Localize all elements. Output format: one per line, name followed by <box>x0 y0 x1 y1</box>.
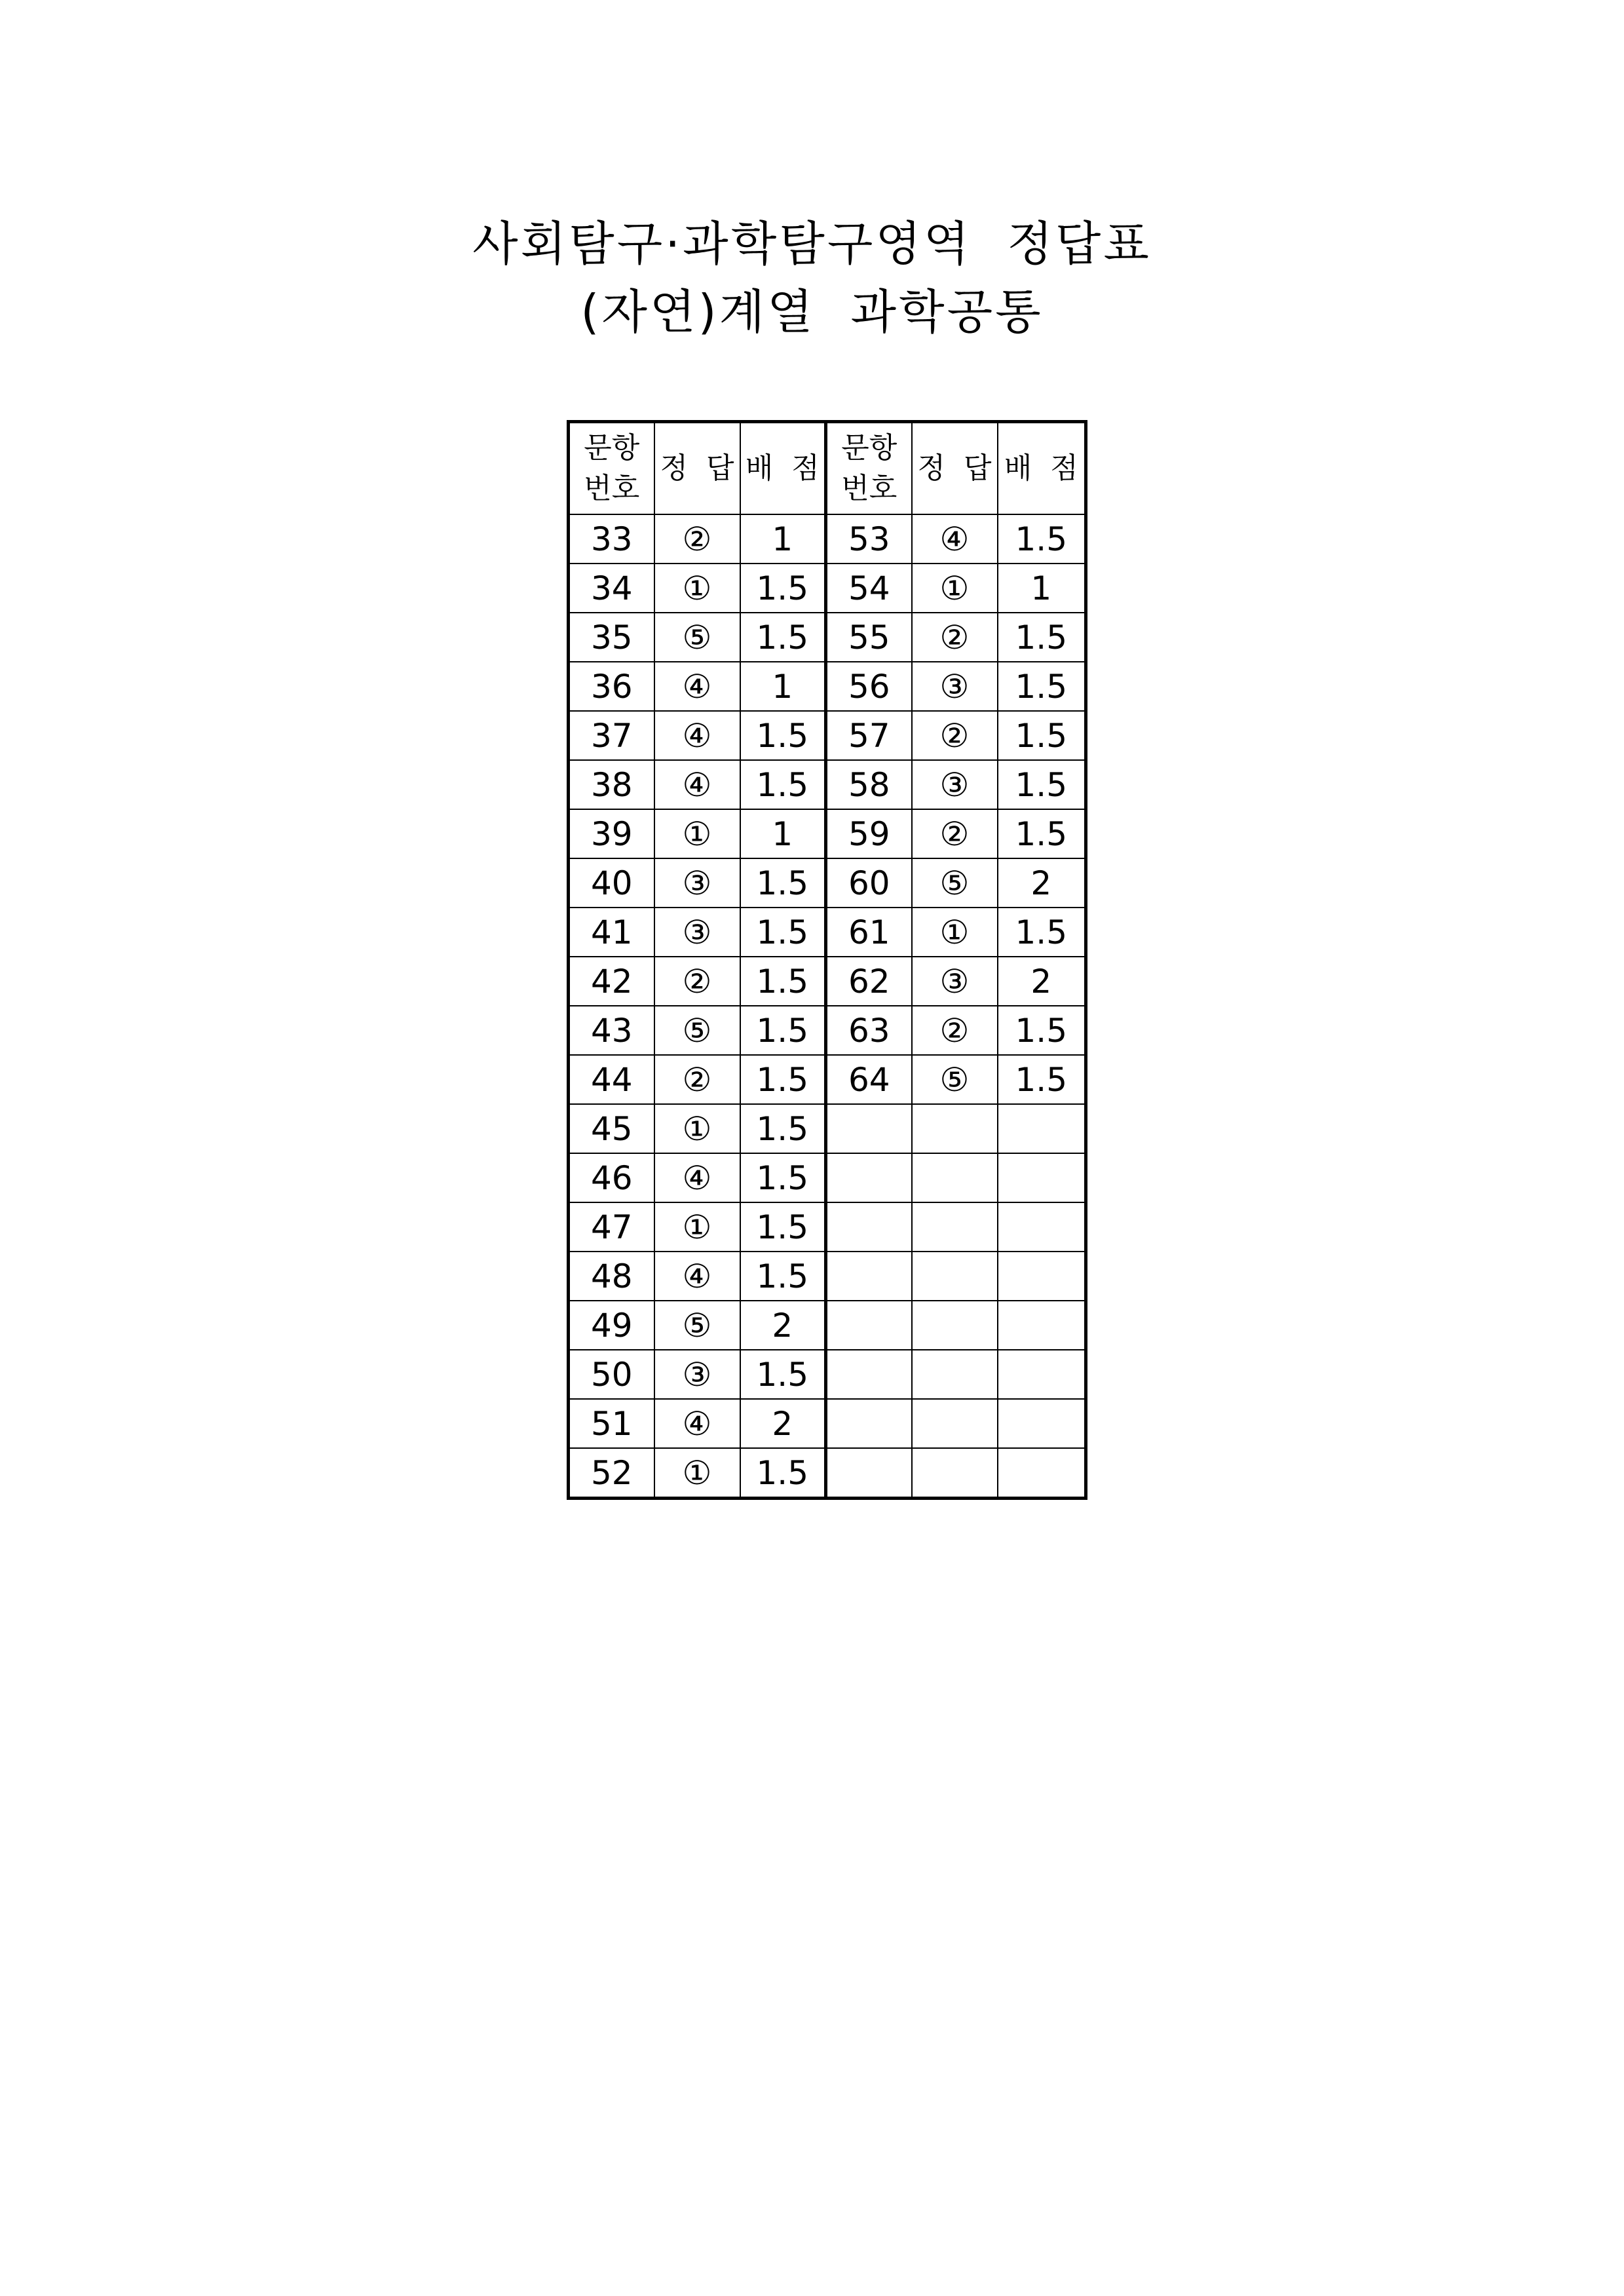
table-row <box>569 908 1086 957</box>
points-cell: 1.5 <box>740 1104 826 1153</box>
header-number-line2: 번호 <box>841 472 897 505</box>
header-answer-left: 정 답 <box>654 422 740 515</box>
question-number-cell: 35 <box>569 613 654 662</box>
question-number-cell: 34 <box>569 564 654 613</box>
answer-cell: ⑤ <box>654 613 740 662</box>
points-cell: 2 <box>740 1399 826 1448</box>
points-cell: 1.5 <box>740 1350 826 1399</box>
answer-cell: ② <box>912 711 998 760</box>
points-cell: 1.5 <box>998 711 1086 760</box>
question-number-cell <box>826 1202 912 1252</box>
answer-cell: ① <box>912 564 998 613</box>
header-question-number-right <box>826 422 912 515</box>
question-number-cell: 45 <box>569 1104 654 1153</box>
question-number-cell: 55 <box>826 613 912 662</box>
points-cell: 1.5 <box>740 1055 826 1104</box>
points-cell: 1.5 <box>998 613 1086 662</box>
question-number-cell: 56 <box>826 662 912 711</box>
question-number-cell: 51 <box>569 1399 654 1448</box>
answer-cell: ④ <box>654 1252 740 1301</box>
points-cell <box>998 1104 1086 1153</box>
answer-cell: ① <box>912 908 998 957</box>
question-number-cell <box>826 1350 912 1399</box>
points-cell: 1.5 <box>740 1202 826 1252</box>
points-cell: 1.5 <box>740 1252 826 1301</box>
question-number-cell: 44 <box>569 1055 654 1104</box>
points-cell: 1.5 <box>740 957 826 1006</box>
answer-cell: ① <box>654 564 740 613</box>
points-cell: 1 <box>740 514 826 564</box>
answer-cell: ① <box>654 1202 740 1252</box>
question-number-cell: 37 <box>569 711 654 760</box>
answer-cell: ④ <box>654 711 740 760</box>
answer-cell <box>912 1448 998 1499</box>
table-row <box>569 514 1086 564</box>
answer-cell: ② <box>912 1006 998 1055</box>
question-number-cell: 59 <box>826 809 912 858</box>
points-cell: 1.5 <box>740 613 826 662</box>
answer-cell: ⑤ <box>912 1055 998 1104</box>
header-number-line2: 번호 <box>584 472 640 505</box>
points-cell: 1 <box>998 564 1086 613</box>
table-row <box>569 760 1086 809</box>
table-row <box>569 613 1086 662</box>
table-row <box>569 1448 1086 1499</box>
question-number-cell: 33 <box>569 514 654 564</box>
question-number-cell: 53 <box>826 514 912 564</box>
question-number-cell: 60 <box>826 858 912 908</box>
points-cell: 1.5 <box>998 662 1086 711</box>
question-number-cell: 49 <box>569 1301 654 1350</box>
answer-cell: ② <box>912 613 998 662</box>
points-cell <box>998 1301 1086 1350</box>
question-number-cell <box>826 1399 912 1448</box>
answer-cell: ③ <box>912 662 998 711</box>
points-cell <box>998 1350 1086 1399</box>
points-cell: 1 <box>740 662 826 711</box>
header-row <box>569 422 1086 515</box>
question-number-cell <box>826 1448 912 1499</box>
answer-cell: ③ <box>912 760 998 809</box>
question-number-cell: 54 <box>826 564 912 613</box>
question-number-cell: 63 <box>826 1006 912 1055</box>
answer-cell: ④ <box>654 760 740 809</box>
points-cell: 1.5 <box>740 908 826 957</box>
table-row <box>569 1399 1086 1448</box>
answer-cell: ③ <box>912 957 998 1006</box>
answer-cell: ① <box>654 1104 740 1153</box>
answer-cell: ② <box>654 1055 740 1104</box>
points-cell: 1 <box>740 809 826 858</box>
table-row <box>569 809 1086 858</box>
question-number-cell: 48 <box>569 1252 654 1301</box>
answer-cell: ④ <box>912 514 998 564</box>
points-cell: 1.5 <box>998 760 1086 809</box>
question-number-cell: 58 <box>826 760 912 809</box>
question-number-cell: 40 <box>569 858 654 908</box>
question-number-cell: 42 <box>569 957 654 1006</box>
title-line-1: 사회탐구·과학탐구영역 정답표 <box>472 216 1152 271</box>
table-row <box>569 1252 1086 1301</box>
question-number-cell: 50 <box>569 1350 654 1399</box>
points-cell <box>998 1399 1086 1448</box>
question-number-cell <box>826 1104 912 1153</box>
points-cell <box>998 1153 1086 1202</box>
table-row <box>569 1006 1086 1055</box>
header-points-left: 배 점 <box>740 422 826 515</box>
answer-cell <box>912 1301 998 1350</box>
points-cell: 1.5 <box>998 908 1086 957</box>
answer-cell <box>912 1202 998 1252</box>
table-row <box>569 564 1086 613</box>
answer-cell: ① <box>654 1448 740 1499</box>
points-cell: 2 <box>740 1301 826 1350</box>
answer-cell <box>912 1153 998 1202</box>
table-row <box>569 711 1086 760</box>
question-number-cell: 46 <box>569 1153 654 1202</box>
table-row <box>569 1153 1086 1202</box>
points-cell: 1.5 <box>740 564 826 613</box>
document-title <box>0 210 1624 346</box>
answer-cell: ⑤ <box>654 1301 740 1350</box>
points-cell: 1.5 <box>998 1006 1086 1055</box>
question-number-cell <box>826 1153 912 1202</box>
table-row <box>569 1202 1086 1252</box>
question-number-cell: 64 <box>826 1055 912 1104</box>
answer-cell: ⑤ <box>654 1006 740 1055</box>
title-line-2: (자연)계열 과학공통 <box>580 284 1044 339</box>
answer-key-table <box>567 420 1087 1500</box>
points-cell: 1.5 <box>740 1448 826 1499</box>
table-row <box>569 858 1086 908</box>
header-question-number-left <box>569 422 654 515</box>
answer-cell: ② <box>654 957 740 1006</box>
points-cell <box>998 1202 1086 1252</box>
header-number-line1: 문항 <box>584 431 640 465</box>
table-row <box>569 1055 1086 1104</box>
header-points-right: 배 점 <box>998 422 1086 515</box>
points-cell: 1.5 <box>740 711 826 760</box>
answer-cell: ② <box>912 809 998 858</box>
points-cell: 1.5 <box>740 858 826 908</box>
question-number-cell: 38 <box>569 760 654 809</box>
points-cell: 1.5 <box>998 514 1086 564</box>
answer-cell: ④ <box>654 1399 740 1448</box>
answer-cell <box>912 1104 998 1153</box>
table-row <box>569 1104 1086 1153</box>
table-row <box>569 1301 1086 1350</box>
question-number-cell: 39 <box>569 809 654 858</box>
header-answer-right: 정 답 <box>912 422 998 515</box>
question-number-cell <box>826 1252 912 1301</box>
points-cell: 1.5 <box>998 1055 1086 1104</box>
table-row <box>569 1350 1086 1399</box>
points-cell: 1.5 <box>740 1006 826 1055</box>
answer-cell: ④ <box>654 1153 740 1202</box>
answer-cell: ② <box>654 514 740 564</box>
answer-cell <box>912 1399 998 1448</box>
question-number-cell: 41 <box>569 908 654 957</box>
question-number-cell <box>826 1301 912 1350</box>
answer-cell: ③ <box>654 1350 740 1399</box>
table-row <box>569 957 1086 1006</box>
answer-cell: ⑤ <box>912 858 998 908</box>
question-number-cell: 43 <box>569 1006 654 1055</box>
header-number-line1: 문항 <box>841 431 897 465</box>
question-number-cell: 57 <box>826 711 912 760</box>
points-cell: 1.5 <box>740 760 826 809</box>
question-number-cell: 36 <box>569 662 654 711</box>
answer-cell: ④ <box>654 662 740 711</box>
points-cell: 2 <box>998 957 1086 1006</box>
question-number-cell: 47 <box>569 1202 654 1252</box>
question-number-cell: 52 <box>569 1448 654 1499</box>
answer-cell <box>912 1350 998 1399</box>
answer-cell <box>912 1252 998 1301</box>
answer-cell: ③ <box>654 858 740 908</box>
points-cell: 2 <box>998 858 1086 908</box>
points-cell <box>998 1448 1086 1499</box>
question-number-cell: 61 <box>826 908 912 957</box>
points-cell <box>998 1252 1086 1301</box>
table-row <box>569 662 1086 711</box>
answer-cell: ① <box>654 809 740 858</box>
points-cell: 1.5 <box>740 1153 826 1202</box>
answer-cell: ③ <box>654 908 740 957</box>
points-cell: 1.5 <box>998 809 1086 858</box>
question-number-cell: 62 <box>826 957 912 1006</box>
